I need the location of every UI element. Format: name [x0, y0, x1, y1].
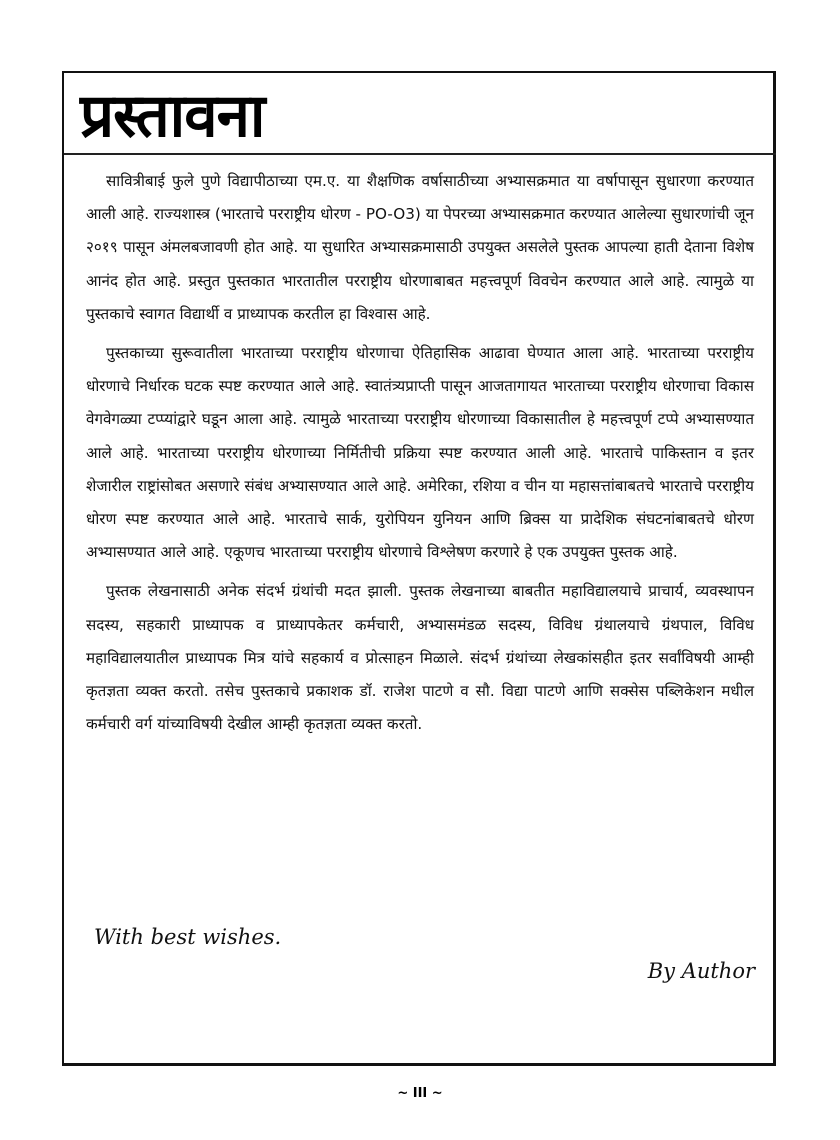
- title-divider: [64, 153, 776, 155]
- closing-wishes: With best wishes.: [94, 925, 282, 949]
- author-signature: By Author: [647, 959, 755, 983]
- paragraph-2: पुस्तकाच्या सुरूवातीला भारताच्या परराष्ट्रीय धोरणाचा ऐतिहासिक आढावा घेण्यात आला आहे. भारताच्या परराष्ट्रीय धोरणाचे निर्धारक घटक स्पष्ट करण्यात आले आहे. स्वातंत्र्यप्राप्ती पासून आजतागायत भारताच्या परराष्ट्रीय धोरणाचा विकास वेगवेगळ्या टप्प्यांद्वारे घडून आला आहे. त्यामुळे भारताच्या परराष्ट्रीय धोरणाच्या विकासातील हे महत्त्वपूर्ण टप्पे अभ्यासण्यात आले आहे. भारताच्या परराष्ट्रीय धोरणाच्या निर्मितीची प्रक्रिया स्पष्ट करण्यात आली आहे. भारताचे पाकिस्तान व इतर शेजारील राष्ट्रांसोबत असणारे संबंध अभ्यासण्यात आले आहे. अमेरिका, रशिया व चीन या महासत्तांबाबतचे भारताचे परराष्ट्रीय धोरण स्पष्ट करण्यात आले आहे. भारताचे सार्क, युरोपियन युनियन आणि ब्रिक्स या प्रादेशिक संघटनांबाबतचे धोरण अभ्यासण्यात आले आहे. एकूणच भारताच्या परराष्ट्रीय धोरणाचे विश्लेषण करणारे हे एक उपयुक्त पुस्तक आहे.: [86, 344, 754, 562]
- preface-body: [86, 165, 754, 747]
- page-title: प्रस्तावना: [80, 81, 265, 151]
- paragraph-3: पुस्तक लेखनासाठी अनेक संदर्भ ग्रंथांची मदत झाली. पुस्तक लेखनाच्या बाबतीत महाविद्यालयाचे प्राचार्य, व्यवस्थापन सदस्य, सहकारी प्राध्यापक व प्राध्यापकेतर कर्मचारी, अभ्यासमंडळ सदस्य, विविध ग्रंथालयाचे ग्रंथपाल, विविध महाविद्यालयातील प्राध्यापक मित्र यांचे सहकार्य व प्रोत्साहन मिळाले. संदर्भ ग्रंथांच्या लेखकांसहीत इतर सर्वांविषयी आम्ही कृतज्ञता व्यक्त करतो. तसेच पुस्तकाचे प्रकाशक डॉ. राजेश पाटणे व सौ. विद्या पाटणे आणि सक्सेस पब्लिकेशन मधील कर्मचारी वर्ग यांच्याविषयी देखील आम्ही कृतज्ञता व्यक्त करतो.: [86, 582, 754, 734]
- page-frame: [62, 71, 776, 1066]
- page-number: ~ III ~: [397, 1086, 443, 1101]
- paragraph-1: सावित्रीबाई फुले पुणे विद्यापीठाच्या एम.ए. या शैक्षणिक वर्षासाठीच्या अभ्यासक्रमात या वर्षापासून सुधारणा करण्यात आली आहे. राज्यशास्त्र (भारताचे परराष्ट्रीय धोरण - PO-O3) या पेपरच्या अभ्यासक्रमात करण्यात आलेल्या सुधारणांची जून २०१९ पासून अंमलबजावणी होत आहे. या सुधारित अभ्यासक्रमासाठी उपयुक्त असलेले पुस्तक आपल्या हाती देताना विशेष आनंद होत आहे. प्रस्तुत पुस्तकात भारतातील परराष्ट्रीय धोरणाबाबत महत्त्वपूर्ण विवचेन करण्यात आले आहे. त्यामुळे या पुस्तकाचे स्वागत विद्यार्थी व प्राध्यापक करतील हा विश्वास आहे.: [86, 172, 754, 323]
